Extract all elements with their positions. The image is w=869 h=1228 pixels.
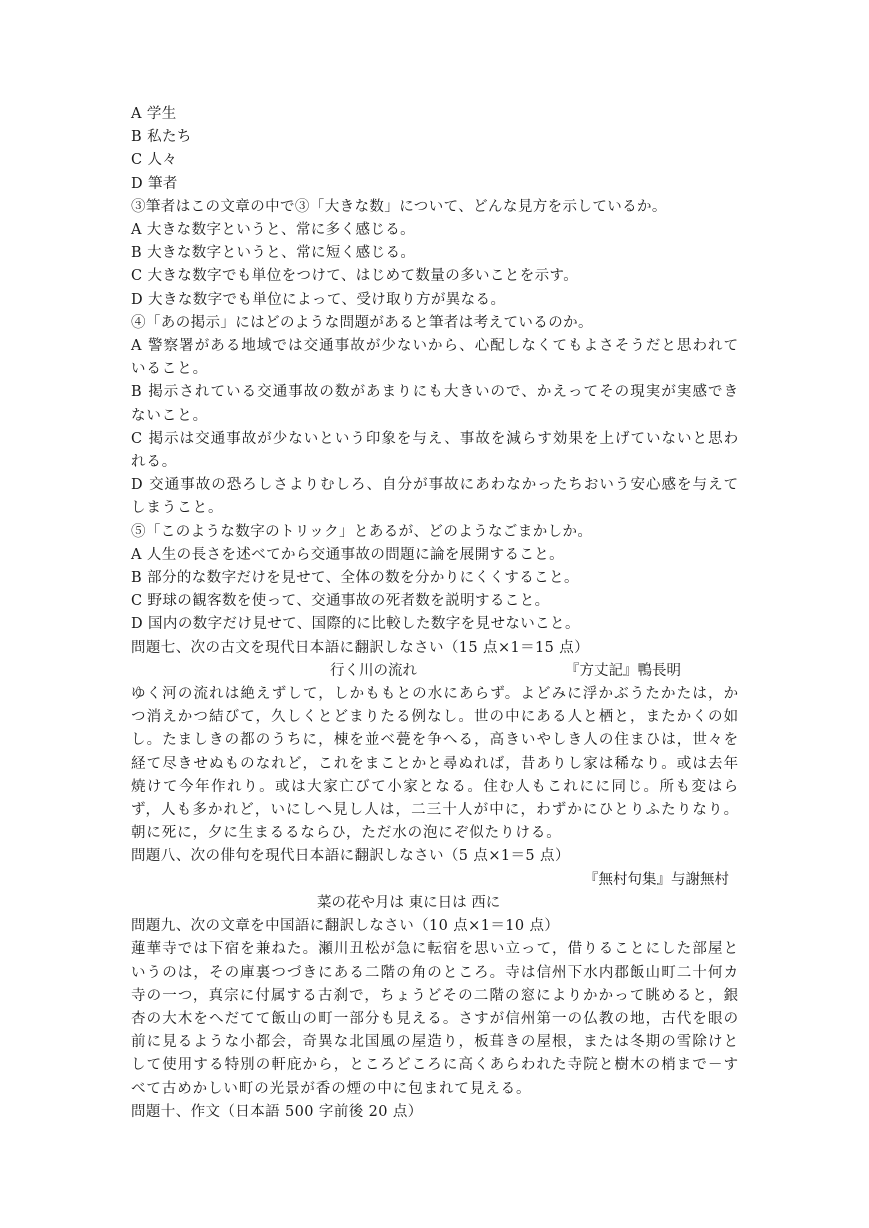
problem-8-heading: 問題八、次の俳句を現代日本語に翻訳しなさい（5 点×1＝5 点）	[131, 848, 570, 865]
problem-7-body: ゆく河の流れは絶えずして，しかももとの水にあらず。よどみに浮かぶうたかたは，かつ消えかつ結びて，久しくとどまりたる例なし。世の中にある人と栖と，またかくの如し。たましきの都のうちに，棟を並べ甍を争へる，高きいやしき人の住まひは，世々を経て尽きせぬものなれど，これをまことかと尋ぬれば，昔ありし家は稀なり。或は去年焼けて今年作れり。或は大家亡びて小家となる。住む人もこれにに同じ。所も変はらず，人も多かれど，いにしへ見し人は，二三十人が中に，わずかにひとりふたりなり。朝に死に，夕に生まるるならひ，ただ水の泡にぞ似たりける。	[131, 686, 739, 842]
question-3-option-a: A 大きな数字というと、常に多く感じる。	[131, 222, 416, 239]
problem-7-heading: 問題七、次の古文を現代日本語に翻訳しなさい（15 点×1＝15 点）	[131, 639, 590, 656]
option-b: B 私たち	[131, 129, 192, 146]
question-4-option-b: B 掲示されている交通事故の数があまりにも大きいので、かえってその現実が実感できないこと。	[131, 384, 739, 424]
problem-9-body: 蓮華寺では下宿を兼ねた。瀬川丑松が急に転宿を思い立って，借りることにした部屋というのは，その庫裏つづきにある二階の角のところ。寺は信州下水内郡飯山町二十何カ寺の一つ，真宗に付属する古刹で，ちょうどその二階の窓によりかかって眺めると，銀杏の大木をへだてて飯山の町一部分も見える。さすが信州第一の仏教の地，古代を眼の前に見るような小都会，奇異な北国風の屋造り，板葺きの屋根，または冬期の雪除けとして使用する特別の軒庇から，ところどころに高くあらわれた寺院と樹木の梢まで－すべて古めかしい町の光景が香の煙の中に包まれて見える。	[131, 941, 739, 1097]
problem-7-source: 『方丈記』鴨長明	[565, 662, 681, 679]
problem-8-haiku: 菜の花や月は 東に日は 西に	[317, 894, 501, 911]
question-3-option-b: B 大きな数字というと、常に短く感じる。	[131, 245, 416, 262]
question-4-option-d: D 交通事故の恐ろしさよりむしろ、自分が事故にあわなかったちおいう安心感を与えてしまうこと。	[131, 477, 739, 517]
question-3-option-c: C 大きな数字でも単位をつけて、はじめて数量の多いことを示す。	[131, 268, 579, 285]
option-c: C 人々	[131, 152, 178, 169]
exam-page	[131, 103, 739, 1124]
problem-9-heading: 問題九、次の文章を中国語に翻訳しなさい（10 点×1＝10 点）	[131, 918, 560, 935]
question-5-option-d: D 国内の数字だけ見せて、国際的に比較した数字を見せないこと。	[131, 616, 580, 633]
question-4-option-a: A 警察署がある地域では交通事故が少ないから、心配しなくてもよさそうだと思われていること。	[131, 338, 739, 378]
question-3-option-d: D 大きな数字でも単位によって、受け取り方が異なる。	[131, 291, 506, 308]
question-5-option-a: A 人生の長さを述べてから交通事故の問題に論を展開すること。	[131, 546, 565, 563]
question-4: ④「あの掲示」にはどのような問題があると筆者は考えているのか。	[131, 314, 593, 331]
problem-8-source: 『無村句集』与謝無村	[584, 871, 729, 888]
question-5-option-b: B 部分的な数字だけを見せて、全体の数を分かりにくくすること。	[131, 570, 579, 587]
option-a: A 学生	[131, 106, 177, 122]
problem-7-title-row	[131, 660, 739, 683]
option-d: D 筆者	[131, 175, 178, 192]
question-5: ⑤「このような数字のトリック」とあるが、どのようなごまかしか。	[131, 523, 593, 540]
question-4-option-c: C 掲示は交通事故が少ないという印象を与え、事故を減らす効果を上げていないと思われる。	[131, 430, 739, 471]
question-3: ③筆者はこの文章の中で③「大きな数」について、どんな見方を示しているか。	[131, 198, 667, 215]
problem-10-heading: 問題十、作文（日本語 500 字前後 20 点）	[131, 1103, 423, 1120]
problem-7-title: 行く川の流れ	[330, 662, 417, 679]
question-5-option-c: C 野球の観客数を使って、交通事故の死者数を説明すること。	[131, 593, 550, 610]
